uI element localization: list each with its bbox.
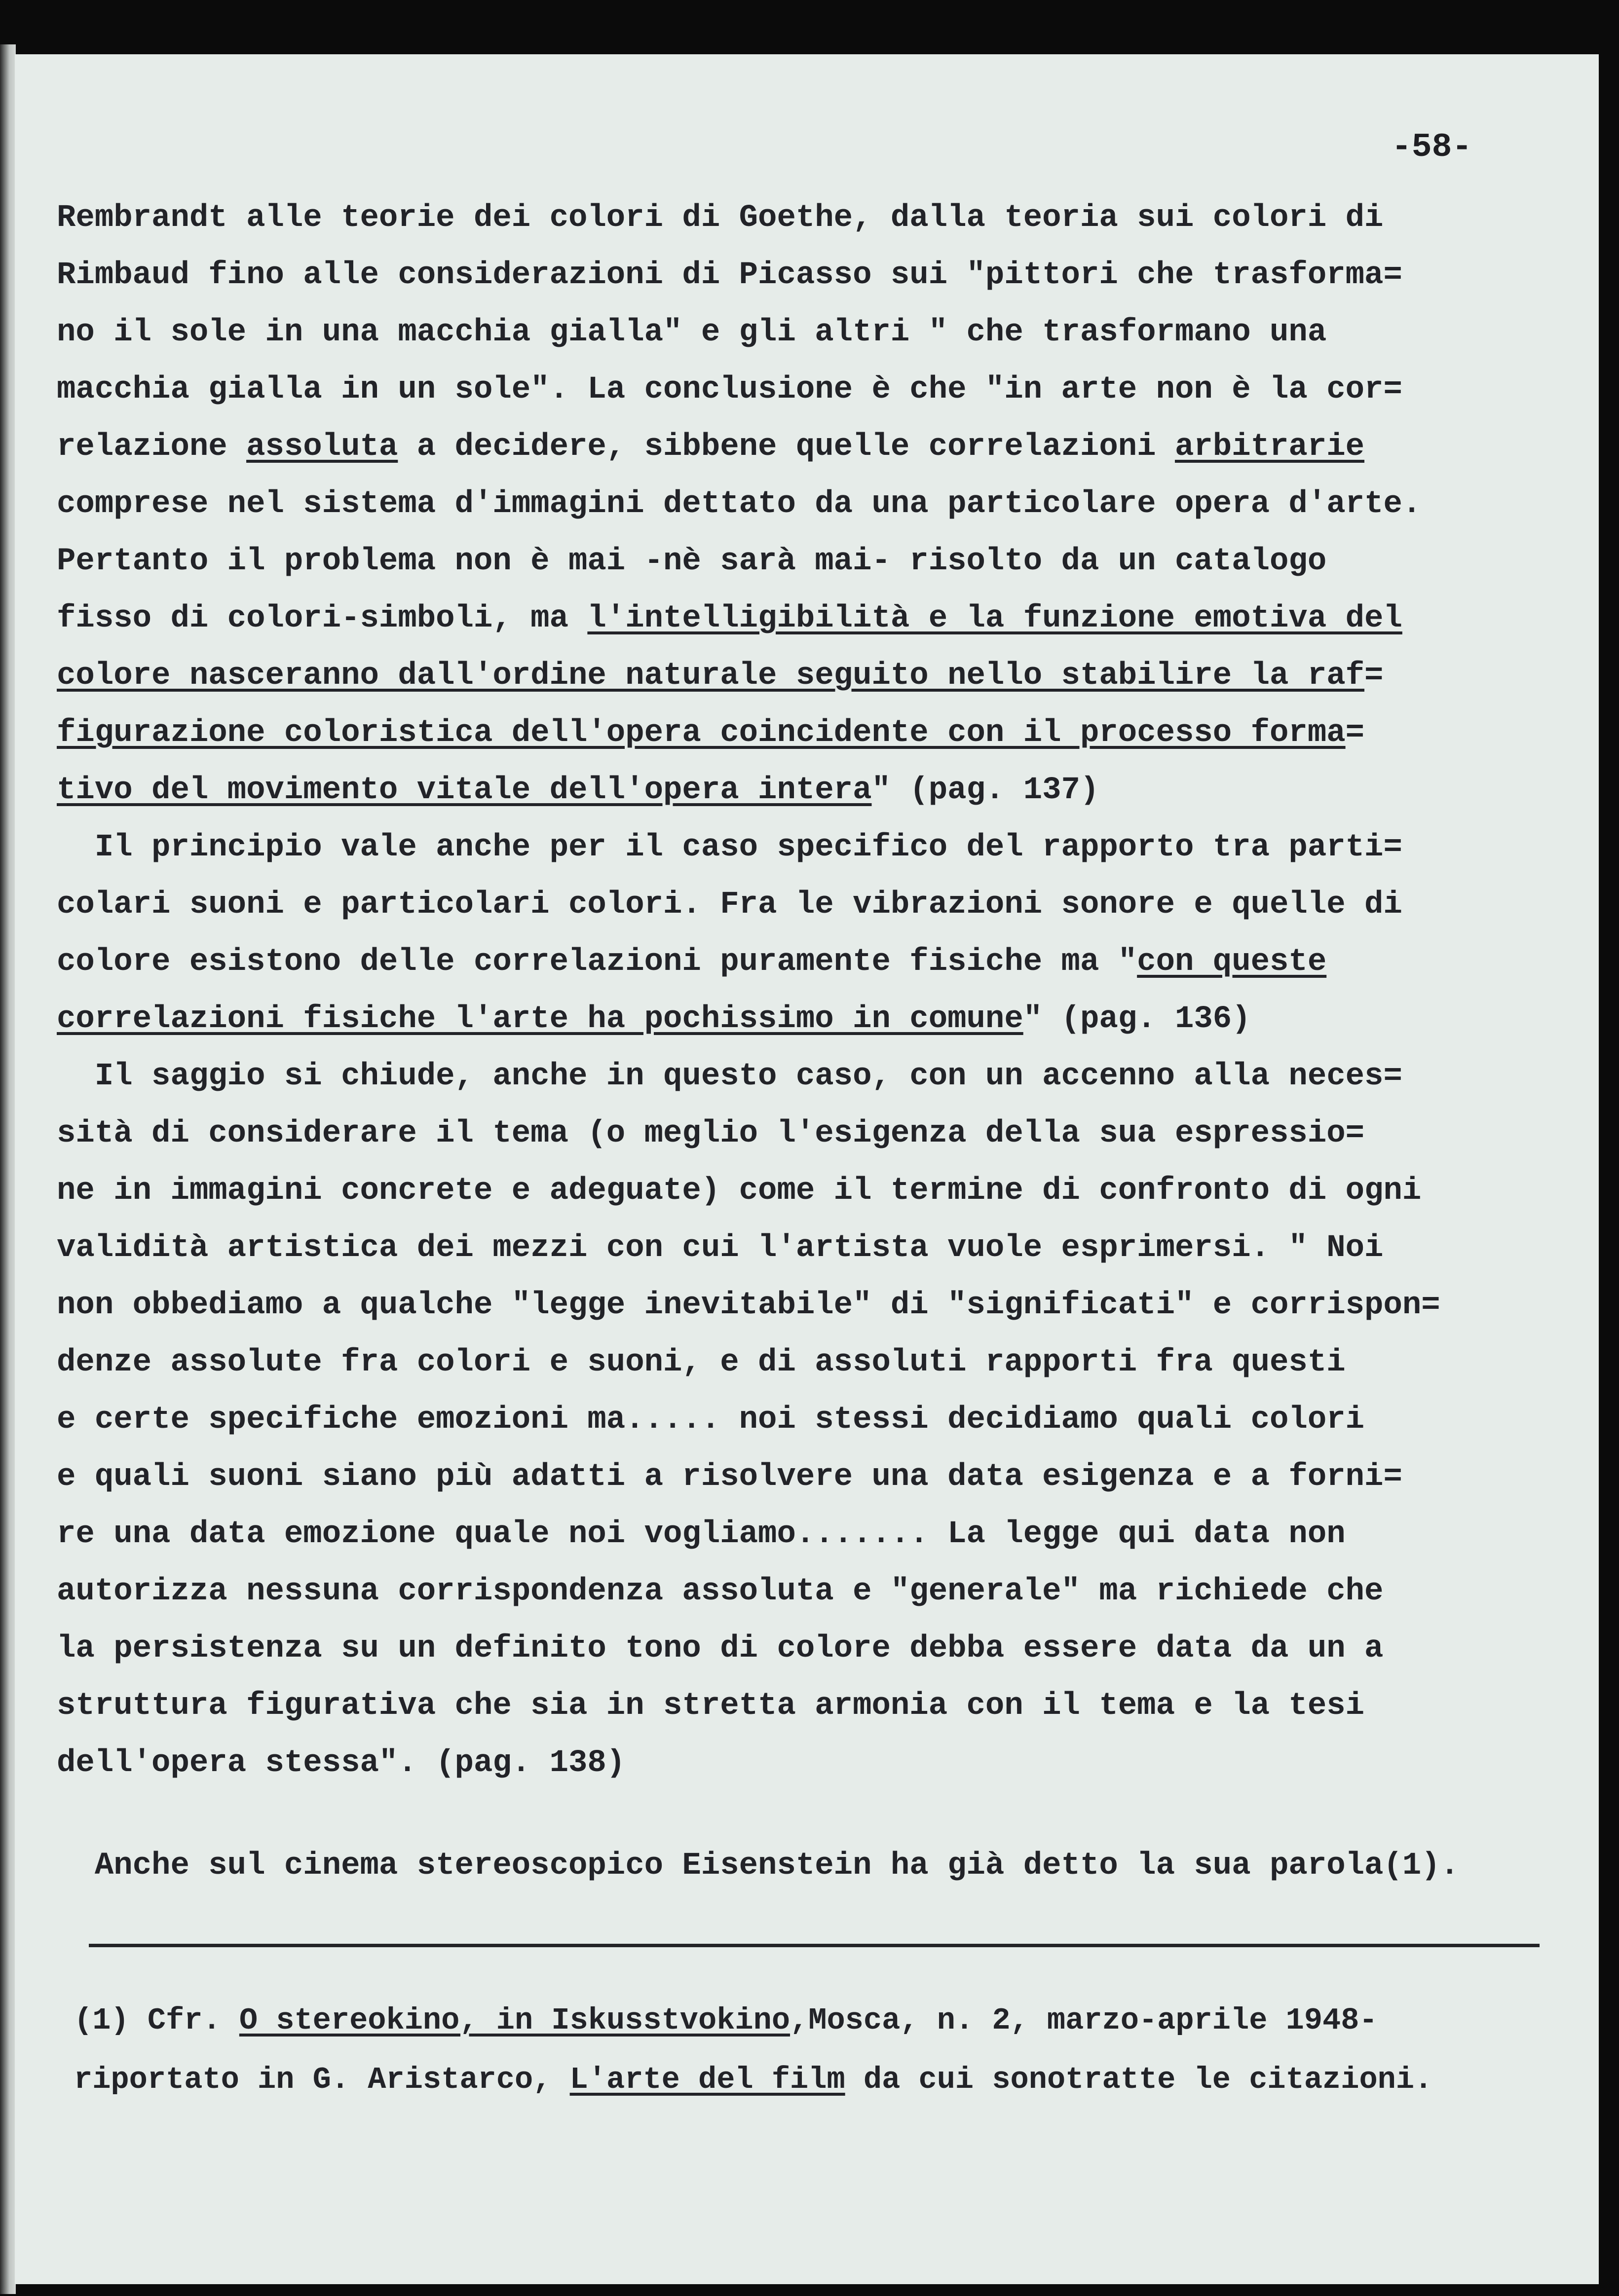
body-line bbox=[57, 259, 1599, 291]
text-segment: da cui sonotratte le citazioni. bbox=[845, 2062, 1433, 2097]
body-line bbox=[57, 1576, 1599, 1607]
body-line bbox=[57, 603, 1599, 634]
page-edge bbox=[0, 44, 16, 2294]
text-segment: colore esistono delle correlazioni puramente fisiche ma " bbox=[57, 944, 1137, 980]
text-segment: " (pag. 136) bbox=[1023, 1001, 1251, 1037]
text-segment: e quali suoni siano più adatti a risolvere una data esigenza e a forni= bbox=[57, 1459, 1402, 1495]
body-line bbox=[57, 1118, 1599, 1149]
body-line bbox=[57, 717, 1599, 749]
text-segment: fisso di colori-simboli, ma bbox=[57, 601, 588, 636]
text-segment: denze assolute fra colori e suoni, e di assoluti rapporti fra questi bbox=[57, 1345, 1346, 1380]
body-line bbox=[57, 1290, 1599, 1321]
underlined-text: con queste bbox=[1137, 944, 1327, 980]
body-line bbox=[57, 546, 1599, 577]
body-line bbox=[57, 946, 1599, 978]
body-line bbox=[57, 1232, 1599, 1264]
text-segment: Pertanto il problema non è mai -nè sarà mai- risolto da un catalogo bbox=[57, 544, 1327, 579]
text-segment: sità di considerare il tema (o meglio l'esigenza della sua espressio= bbox=[57, 1116, 1365, 1151]
footnote-separator bbox=[89, 1944, 1540, 1947]
underlined-text: L'arte del film bbox=[569, 2062, 845, 2097]
text-segment: relazione bbox=[57, 429, 247, 465]
text-segment: Rimbaud fino alle considerazioni di Picasso sui "pittori che trasforma= bbox=[57, 258, 1402, 293]
text-segment: " (pag. 137) bbox=[871, 773, 1099, 808]
underlined-text: colore nasceranno dall'ordine naturale seguito nello stabilire la raf bbox=[57, 658, 1365, 694]
body-line bbox=[57, 1404, 1599, 1436]
page-number: -58- bbox=[1392, 128, 1472, 166]
text-segment: Il saggio si chiude, anche in questo caso, con un accenno alla neces= bbox=[57, 1059, 1402, 1094]
text-segment: struttura figurativa che sia in stretta armonia con il tema e la tesi bbox=[57, 1688, 1365, 1724]
body-line bbox=[57, 374, 1599, 406]
underlined-text: assoluta bbox=[246, 429, 398, 465]
text-segment: ,Mosca, n. 2, marzo-aprile 1948- bbox=[790, 2003, 1378, 2038]
body-line bbox=[57, 889, 1599, 921]
text-segment: autorizza nessuna corrispondenza assoluta e "generale" ma richiede che bbox=[57, 1574, 1384, 1609]
body-line bbox=[57, 1003, 1599, 1035]
underlined-text: figurazione coloristica dell'opera coincidente con il processo forma bbox=[57, 715, 1346, 751]
text-segment: macchia gialla in un sole". La conclusione è che "in arte non è la cor= bbox=[57, 372, 1402, 407]
body-line bbox=[57, 1347, 1599, 1378]
underlined-text: arbitrarie bbox=[1174, 429, 1365, 465]
text-segment: (1) Cfr. bbox=[74, 2003, 239, 2038]
text-segment: dell'opera stessa". (pag. 138) bbox=[57, 1745, 626, 1781]
text-segment: Anche sul cinema stereoscopico Eisenstein ha già detto la sua parola(1). bbox=[57, 1848, 1460, 1884]
text-segment: non obbediamo a qualche "legge inevitabile" di "significati" e corrispon= bbox=[57, 1288, 1440, 1323]
body-line bbox=[57, 317, 1599, 348]
body-line bbox=[57, 202, 1599, 234]
text-segment: colari suoni e particolari colori. Fra le vibrazioni sonore e quelle di bbox=[57, 887, 1402, 923]
body-line bbox=[57, 1175, 1599, 1207]
text-segment: ne in immagini concrete e adeguate) come il termine di confronto di ogni bbox=[57, 1173, 1422, 1209]
text-segment: a decidere, sibbene quelle correlazioni bbox=[398, 429, 1175, 465]
text-segment: validità artistica dei mezzi con cui l'artista vuole esprimersi. " Noi bbox=[57, 1230, 1384, 1266]
body-line bbox=[57, 1461, 1599, 1493]
text-segment: = bbox=[1364, 658, 1384, 694]
body-line bbox=[57, 1747, 1599, 1779]
body-line bbox=[57, 1850, 1599, 1882]
text-segment: re una data emozione quale noi vogliamo....... La legge qui data non bbox=[57, 1517, 1346, 1552]
underlined-text: tivo del movimento vitale dell'opera intera bbox=[57, 773, 872, 808]
text-segment: e certe specifiche emozioni ma..... noi stessi decidiamo quali colori bbox=[57, 1402, 1365, 1438]
typewritten-page bbox=[15, 54, 1599, 2284]
underlined-text: l'intelligibilità e la funzione emotiva del bbox=[587, 601, 1402, 636]
body-line bbox=[57, 1690, 1599, 1722]
body-line bbox=[57, 1518, 1599, 1550]
text-segment: Il principio vale anche per il caso specifico del rapporto tra parti= bbox=[57, 830, 1402, 865]
body-line bbox=[57, 488, 1599, 520]
text-segment: riportato in G. Aristarco, bbox=[74, 2062, 570, 2097]
underlined-text: O stereokino, in Iskusstvokino bbox=[239, 2003, 791, 2038]
text-segment: no il sole in una macchia gialla" e gli altri " che trasformano una bbox=[57, 315, 1327, 350]
text-segment: = bbox=[1345, 715, 1365, 751]
body-line bbox=[57, 1061, 1599, 1092]
body-line bbox=[57, 660, 1599, 692]
text-segment: Rembrandt alle teorie dei colori di Goethe, dalla teoria sui colori di bbox=[57, 200, 1384, 236]
body-line bbox=[57, 1633, 1599, 1665]
footnote-line bbox=[74, 2062, 1599, 2097]
body-line bbox=[57, 832, 1599, 863]
footnote-line bbox=[74, 2005, 1599, 2036]
text-segment: comprese nel sistema d'immagini dettato da una particolare opera d'arte. bbox=[57, 486, 1422, 522]
body-line bbox=[57, 431, 1599, 463]
underlined-text: correlazioni fisiche l'arte ha pochissimo in comune bbox=[57, 1001, 1023, 1037]
text-segment: la persistenza su un definito tono di colore debba essere data da un a bbox=[57, 1631, 1384, 1666]
body-line bbox=[57, 775, 1599, 806]
